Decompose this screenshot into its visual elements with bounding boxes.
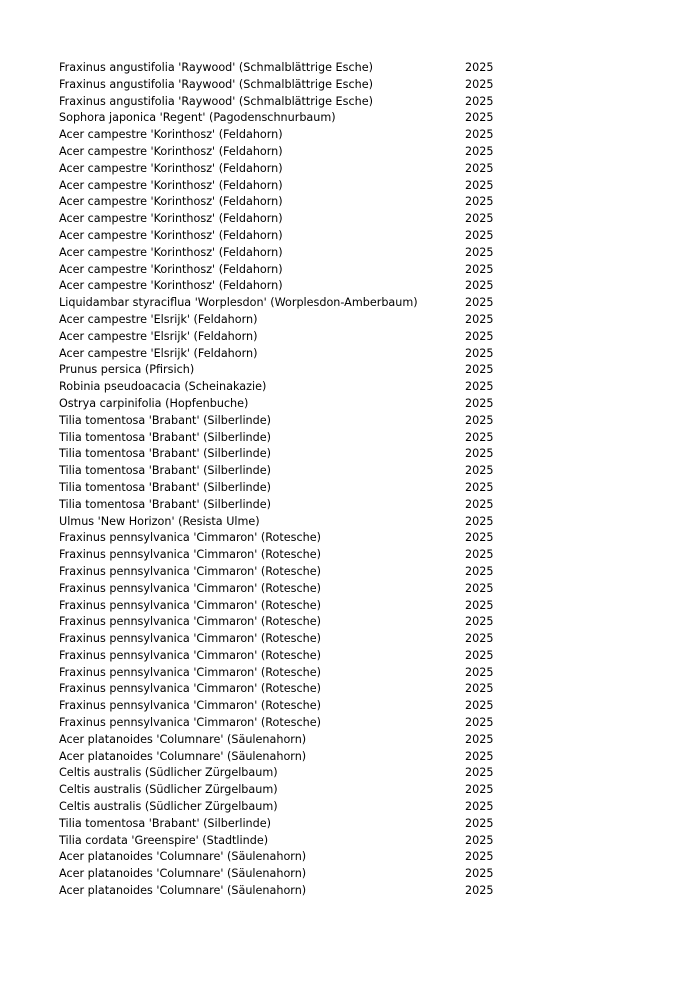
row-left-margin: [0, 514, 59, 531]
table-row: [0, 295, 700, 312]
species-cell: Acer platanoides 'Columnare' (Säulenahorn): [59, 732, 307, 746]
row-right-margin: [525, 514, 700, 531]
year-cell: 2025: [465, 531, 494, 545]
year-cell: 2025: [465, 682, 494, 696]
row-right-margin: [525, 564, 700, 581]
row-left-margin: [0, 715, 59, 732]
species-cell: Acer campestre 'Korinthosz' (Feldahorn): [59, 262, 283, 276]
species-cell: Celtis australis (Südlicher Zürgelbaum): [59, 766, 278, 780]
species-cell: Tilia tomentosa 'Brabant' (Silberlinde): [59, 430, 271, 444]
row-left-margin: [0, 127, 59, 144]
row-left-margin: [0, 262, 59, 279]
row-left-margin: [0, 295, 59, 312]
year-cell: 2025: [465, 94, 494, 108]
species-cell: Tilia cordata 'Greenspire' (Stadtlinde): [59, 833, 269, 847]
year-cell: 2025: [465, 497, 494, 511]
table-row: [0, 681, 700, 698]
row-right-margin: [525, 782, 700, 799]
species-cell: Acer campestre 'Elsrijk' (Feldahorn): [59, 312, 258, 326]
row-left-margin: [0, 665, 59, 682]
year-cell: 2025: [465, 732, 494, 746]
row-right-margin: [525, 681, 700, 698]
row-right-margin: [525, 110, 700, 127]
row-right-margin: [525, 749, 700, 766]
row-left-margin: [0, 396, 59, 413]
year-cell: 2025: [465, 77, 494, 91]
species-cell: Acer campestre 'Korinthosz' (Feldahorn): [59, 144, 283, 158]
year-cell: 2025: [465, 161, 494, 175]
row-right-margin: [525, 262, 700, 279]
table-row: [0, 278, 700, 295]
species-cell: Fraxinus pennsylvanica 'Cimmaron' (Rotesche): [59, 682, 321, 696]
species-cell: Robinia pseudoacacia (Scheinakazie): [59, 380, 267, 394]
species-cell: Fraxinus pennsylvanica 'Cimmaron' (Rotesche): [59, 716, 321, 730]
species-cell: Acer campestre 'Elsrijk' (Feldahorn): [59, 346, 258, 360]
species-cell: Tilia tomentosa 'Brabant' (Silberlinde): [59, 413, 271, 427]
row-right-margin: [525, 161, 700, 178]
year-cell: 2025: [465, 296, 494, 310]
row-left-margin: [0, 849, 59, 866]
table-row: [0, 497, 700, 514]
species-cell: Acer campestre 'Korinthosz' (Feldahorn): [59, 228, 283, 242]
row-right-margin: [525, 312, 700, 329]
year-cell: 2025: [465, 380, 494, 394]
year-cell: 2025: [465, 514, 494, 528]
row-left-margin: [0, 732, 59, 749]
row-right-margin: [525, 816, 700, 833]
table-row: [0, 547, 700, 564]
row-left-margin: [0, 698, 59, 715]
table-row: [0, 178, 700, 195]
row-right-margin: [525, 346, 700, 363]
table-row: [0, 211, 700, 228]
table-row: [0, 866, 700, 883]
row-left-margin: [0, 614, 59, 631]
row-left-margin: [0, 497, 59, 514]
table-row: [0, 816, 700, 833]
species-cell: Fraxinus pennsylvanica 'Cimmaron' (Rotesche): [59, 615, 321, 629]
species-cell: Prunus persica (Pfirsich): [59, 363, 195, 377]
year-cell: 2025: [465, 548, 494, 562]
table-row: [0, 329, 700, 346]
table-row: [0, 665, 700, 682]
row-right-margin: [525, 648, 700, 665]
row-left-margin: [0, 564, 59, 581]
table-row: [0, 346, 700, 363]
row-right-margin: [525, 849, 700, 866]
row-left-margin: [0, 833, 59, 850]
table-row: [0, 480, 700, 497]
row-right-margin: [525, 631, 700, 648]
row-right-margin: [525, 698, 700, 715]
row-right-margin: [525, 178, 700, 195]
row-right-margin: [525, 581, 700, 598]
year-cell: 2025: [465, 144, 494, 158]
row-right-margin: [525, 77, 700, 94]
year-cell: 2025: [465, 884, 494, 898]
species-cell: Acer campestre 'Korinthosz' (Feldahorn): [59, 128, 283, 142]
species-cell: Acer platanoides 'Columnare' (Säulenahorn): [59, 850, 307, 864]
row-left-margin: [0, 329, 59, 346]
species-cell: Tilia tomentosa 'Brabant' (Silberlinde): [59, 816, 271, 830]
row-left-margin: [0, 60, 59, 77]
species-cell: Ulmus 'New Horizon' (Resista Ulme): [59, 514, 260, 528]
year-cell: 2025: [465, 262, 494, 276]
table-row: [0, 144, 700, 161]
table-body: [0, 60, 700, 900]
year-cell: 2025: [465, 749, 494, 763]
row-right-margin: [525, 497, 700, 514]
species-cell: Acer campestre 'Korinthosz' (Feldahorn): [59, 279, 283, 293]
row-right-margin: [525, 715, 700, 732]
year-cell: 2025: [465, 800, 494, 814]
row-right-margin: [525, 665, 700, 682]
row-right-margin: [525, 614, 700, 631]
table-row: [0, 715, 700, 732]
table-row: [0, 77, 700, 94]
row-left-margin: [0, 110, 59, 127]
row-left-margin: [0, 446, 59, 463]
row-right-margin: [525, 765, 700, 782]
species-cell: Ostrya carpinifolia (Hopfenbuche): [59, 396, 249, 410]
species-cell: Tilia tomentosa 'Brabant' (Silberlinde): [59, 497, 271, 511]
row-left-margin: [0, 430, 59, 447]
table-row: [0, 698, 700, 715]
species-cell: Fraxinus pennsylvanica 'Cimmaron' (Rotesche): [59, 665, 321, 679]
species-cell: Fraxinus pennsylvanica 'Cimmaron' (Rotesche): [59, 598, 321, 612]
species-cell: Acer campestre 'Korinthosz' (Feldahorn): [59, 178, 283, 192]
row-right-margin: [525, 530, 700, 547]
table-row: [0, 564, 700, 581]
row-left-margin: [0, 178, 59, 195]
table-row: [0, 833, 700, 850]
table-row: [0, 161, 700, 178]
year-cell: 2025: [465, 396, 494, 410]
year-cell: 2025: [465, 766, 494, 780]
row-left-margin: [0, 245, 59, 262]
row-right-margin: [525, 598, 700, 615]
tree-planting-table: [0, 60, 700, 900]
row-right-margin: [525, 413, 700, 430]
year-cell: 2025: [465, 665, 494, 679]
row-right-margin: [525, 547, 700, 564]
row-left-margin: [0, 77, 59, 94]
species-cell: Acer campestre 'Korinthosz' (Feldahorn): [59, 245, 283, 259]
table-row: [0, 446, 700, 463]
species-cell: Acer campestre 'Korinthosz' (Feldahorn): [59, 212, 283, 226]
row-left-margin: [0, 765, 59, 782]
table-row: [0, 581, 700, 598]
row-left-margin: [0, 681, 59, 698]
species-cell: Celtis australis (Südlicher Zürgelbaum): [59, 800, 278, 814]
row-right-margin: [525, 430, 700, 447]
table-row: [0, 127, 700, 144]
table-row: [0, 883, 700, 900]
row-left-margin: [0, 211, 59, 228]
table-row: [0, 598, 700, 615]
year-cell: 2025: [465, 850, 494, 864]
row-left-margin: [0, 161, 59, 178]
row-right-margin: [525, 883, 700, 900]
table-row: [0, 396, 700, 413]
species-cell: Fraxinus pennsylvanica 'Cimmaron' (Rotesche): [59, 531, 321, 545]
row-left-margin: [0, 581, 59, 598]
table-row: [0, 362, 700, 379]
year-cell: 2025: [465, 581, 494, 595]
year-cell: 2025: [465, 245, 494, 259]
table-row: [0, 799, 700, 816]
row-left-margin: [0, 379, 59, 396]
table-row: [0, 530, 700, 547]
species-cell: Sophora japonica 'Regent' (Pagodenschnurbaum): [59, 111, 336, 125]
year-cell: 2025: [465, 61, 494, 74]
row-right-margin: [525, 396, 700, 413]
year-cell: 2025: [465, 598, 494, 612]
table-row: [0, 194, 700, 211]
year-cell: 2025: [465, 564, 494, 578]
row-left-margin: [0, 480, 59, 497]
row-right-margin: [525, 379, 700, 396]
species-cell: Fraxinus pennsylvanica 'Cimmaron' (Rotesche): [59, 632, 321, 646]
table-row: [0, 228, 700, 245]
row-left-margin: [0, 866, 59, 883]
species-cell: Acer platanoides 'Columnare' (Säulenahorn): [59, 884, 307, 898]
table-row: [0, 312, 700, 329]
species-cell: Fraxinus pennsylvanica 'Cimmaron' (Rotesche): [59, 648, 321, 662]
year-cell: 2025: [465, 833, 494, 847]
row-left-margin: [0, 463, 59, 480]
year-cell: 2025: [465, 464, 494, 478]
year-cell: 2025: [465, 329, 494, 343]
row-left-margin: [0, 799, 59, 816]
species-cell: Fraxinus pennsylvanica 'Cimmaron' (Rotesche): [59, 564, 321, 578]
year-cell: 2025: [465, 413, 494, 427]
table-row: [0, 94, 700, 111]
year-cell: 2025: [465, 632, 494, 646]
row-left-margin: [0, 816, 59, 833]
year-cell: 2025: [465, 716, 494, 730]
row-right-margin: [525, 228, 700, 245]
table-row: [0, 749, 700, 766]
species-cell: Fraxinus angustifolia 'Raywood' (Schmalblättrige Esche): [59, 61, 373, 74]
species-cell: Tilia tomentosa 'Brabant' (Silberlinde): [59, 464, 271, 478]
year-cell: 2025: [465, 128, 494, 142]
row-left-margin: [0, 530, 59, 547]
table-row: [0, 262, 700, 279]
row-left-margin: [0, 346, 59, 363]
row-right-margin: [525, 362, 700, 379]
year-cell: 2025: [465, 615, 494, 629]
row-left-margin: [0, 413, 59, 430]
species-cell: Acer campestre 'Korinthosz' (Feldahorn): [59, 161, 283, 175]
species-cell: Fraxinus angustifolia 'Raywood' (Schmalblättrige Esche): [59, 77, 373, 91]
year-cell: 2025: [465, 783, 494, 797]
table-row: [0, 648, 700, 665]
species-cell: Fraxinus pennsylvanica 'Cimmaron' (Rotesche): [59, 548, 321, 562]
year-cell: 2025: [465, 279, 494, 293]
year-cell: 2025: [465, 111, 494, 125]
table-row: [0, 110, 700, 127]
row-right-margin: [525, 245, 700, 262]
table-row: [0, 614, 700, 631]
table-row: [0, 413, 700, 430]
species-cell: Acer campestre 'Elsrijk' (Feldahorn): [59, 329, 258, 343]
row-left-margin: [0, 598, 59, 615]
species-cell: Liquidambar styraciflua 'Worplesdon' (Worplesdon-Amberbaum): [59, 296, 418, 310]
year-cell: 2025: [465, 699, 494, 713]
species-cell: Acer platanoides 'Columnare' (Säulenahorn): [59, 867, 307, 881]
row-left-margin: [0, 228, 59, 245]
species-cell: Fraxinus angustifolia 'Raywood' (Schmalblättrige Esche): [59, 94, 373, 108]
row-right-margin: [525, 194, 700, 211]
row-right-margin: [525, 278, 700, 295]
row-left-margin: [0, 547, 59, 564]
year-cell: 2025: [465, 178, 494, 192]
row-right-margin: [525, 211, 700, 228]
table-row: [0, 849, 700, 866]
row-right-margin: [525, 480, 700, 497]
row-left-margin: [0, 648, 59, 665]
table-row: [0, 60, 700, 77]
table-row: [0, 379, 700, 396]
row-right-margin: [525, 463, 700, 480]
row-right-margin: [525, 127, 700, 144]
row-left-margin: [0, 94, 59, 111]
table-row: [0, 430, 700, 447]
row-right-margin: [525, 60, 700, 77]
species-cell: Fraxinus pennsylvanica 'Cimmaron' (Rotesche): [59, 699, 321, 713]
table-row: [0, 631, 700, 648]
row-left-margin: [0, 631, 59, 648]
year-cell: 2025: [465, 212, 494, 226]
row-right-margin: [525, 446, 700, 463]
year-cell: 2025: [465, 430, 494, 444]
row-left-margin: [0, 312, 59, 329]
row-right-margin: [525, 144, 700, 161]
row-right-margin: [525, 866, 700, 883]
row-right-margin: [525, 833, 700, 850]
row-left-margin: [0, 144, 59, 161]
year-cell: 2025: [465, 816, 494, 830]
row-left-margin: [0, 883, 59, 900]
row-right-margin: [525, 732, 700, 749]
species-cell: Acer platanoides 'Columnare' (Säulenahorn): [59, 749, 307, 763]
year-cell: 2025: [465, 195, 494, 209]
year-cell: 2025: [465, 346, 494, 360]
table-row: [0, 514, 700, 531]
year-cell: 2025: [465, 867, 494, 881]
row-right-margin: [525, 94, 700, 111]
year-cell: 2025: [465, 447, 494, 461]
row-left-margin: [0, 782, 59, 799]
species-cell: Tilia tomentosa 'Brabant' (Silberlinde): [59, 480, 271, 494]
table-row: [0, 732, 700, 749]
row-right-margin: [525, 329, 700, 346]
year-cell: 2025: [465, 228, 494, 242]
row-left-margin: [0, 749, 59, 766]
row-left-margin: [0, 362, 59, 379]
species-cell: Celtis australis (Südlicher Zürgelbaum): [59, 783, 278, 797]
species-cell: Tilia tomentosa 'Brabant' (Silberlinde): [59, 447, 271, 461]
year-cell: 2025: [465, 312, 494, 326]
year-cell: 2025: [465, 363, 494, 377]
table-row: [0, 245, 700, 262]
year-cell: 2025: [465, 648, 494, 662]
row-left-margin: [0, 194, 59, 211]
species-cell: Acer campestre 'Korinthosz' (Feldahorn): [59, 195, 283, 209]
row-right-margin: [525, 799, 700, 816]
species-cell: Fraxinus pennsylvanica 'Cimmaron' (Rotesche): [59, 581, 321, 595]
year-cell: 2025: [465, 480, 494, 494]
table-row: [0, 463, 700, 480]
table-row: [0, 765, 700, 782]
row-right-margin: [525, 295, 700, 312]
row-left-margin: [0, 278, 59, 295]
table-row: [0, 782, 700, 799]
